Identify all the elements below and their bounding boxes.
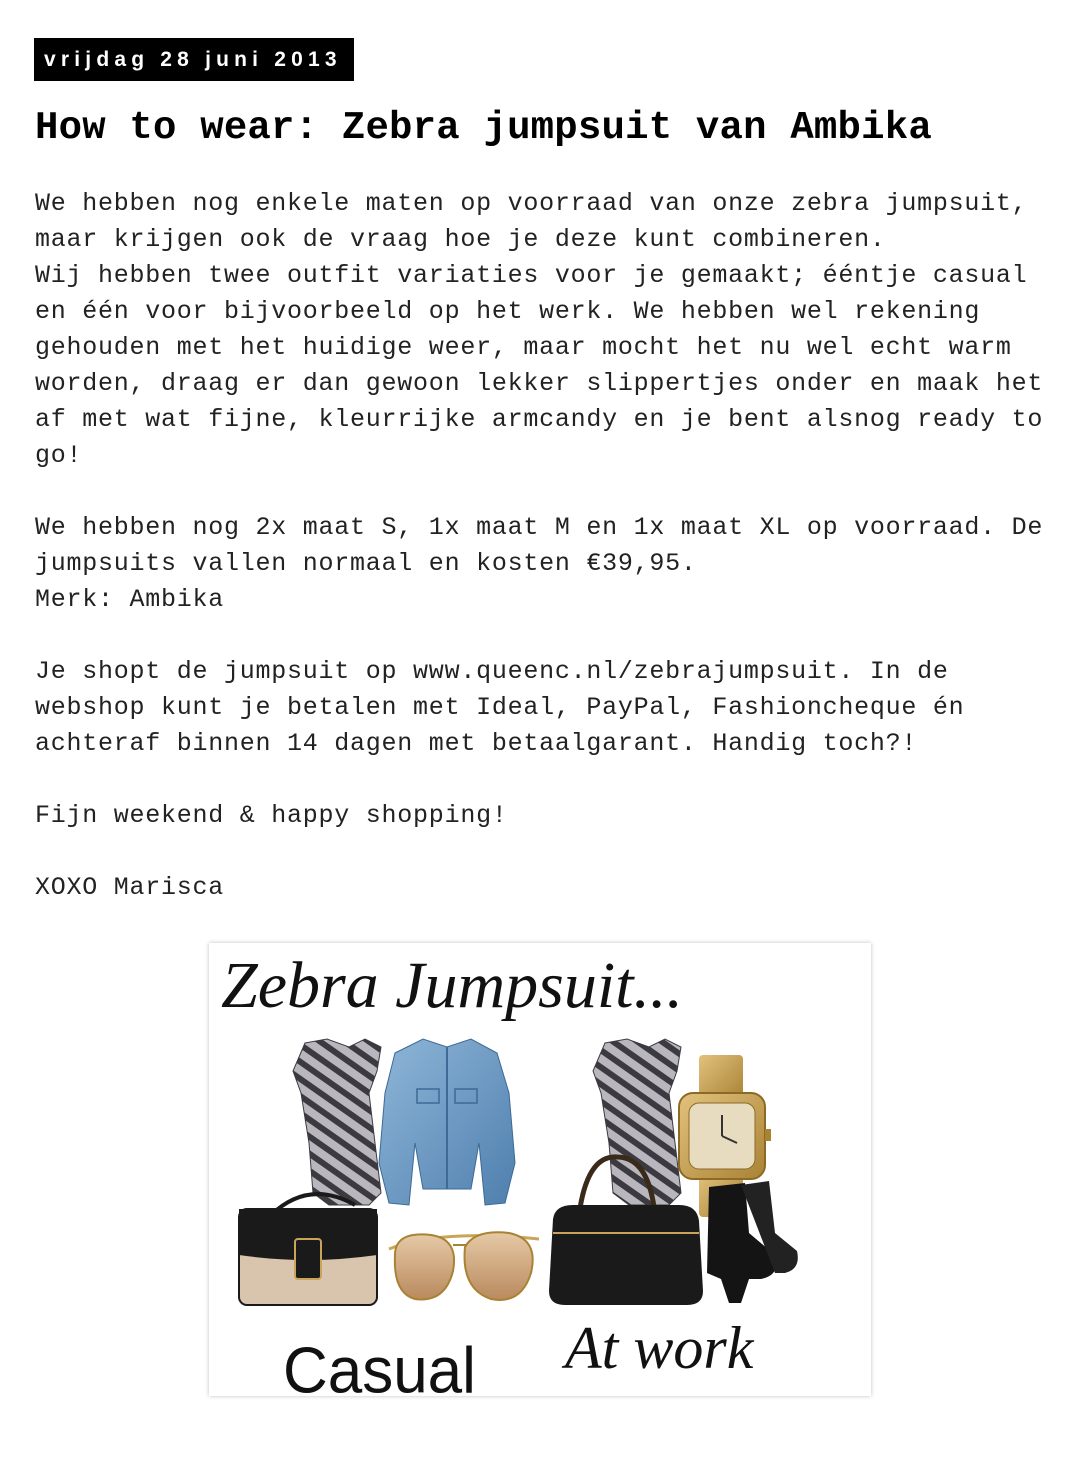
crossbody-bag bbox=[239, 1194, 377, 1305]
text-line: Fijn weekend & happy shopping! bbox=[35, 801, 508, 830]
text-line: maar krijgen ook de vraag hoe je deze kunt combineren. bbox=[35, 225, 886, 254]
text-line: XOXO Marisca bbox=[35, 873, 225, 902]
text-line: We hebben nog 2x maat S, 1x maat M en 1x maat XL op voorraad. De bbox=[35, 513, 1044, 542]
zebra-jumpsuit-right bbox=[593, 1039, 681, 1205]
text-line: af met wat fijne, kleurrijke armcandy en je bent alsnog ready to bbox=[35, 405, 1044, 434]
paragraph-intro bbox=[35, 186, 1045, 474]
casual-outfit bbox=[239, 1039, 539, 1305]
aviator-sunglasses bbox=[389, 1232, 539, 1300]
paragraph-signature bbox=[35, 870, 1045, 906]
post-body bbox=[35, 186, 1045, 942]
text-line: We hebben nog enkele maten op voorraad van onze zebra jumpsuit, bbox=[35, 189, 1028, 218]
text-line: webshop kunt je betalen met Ideal, PayPal, Fashioncheque én bbox=[35, 693, 965, 722]
text-line: jumpsuits vallen normaal en kosten €39,95. bbox=[35, 549, 697, 578]
text-line: worden, draag er dan gewoon lekker slippertjes onder en maak het bbox=[35, 369, 1044, 398]
paragraph-shop bbox=[35, 654, 1045, 762]
post-title[interactable]: How to wear: Zebra jumpsuit van Ambika bbox=[35, 106, 932, 150]
text-line: en één voor bijvoorbeeld op het werk. We hebben wel rekening bbox=[35, 297, 981, 326]
ankle-boots bbox=[707, 1181, 798, 1303]
paragraph-sizes bbox=[35, 510, 1045, 618]
collage-heading: Zebra Jumpsuit... bbox=[221, 949, 683, 1022]
outfit-collage-image[interactable] bbox=[209, 943, 871, 1396]
casual-caption: Casual bbox=[283, 1334, 476, 1396]
text-line: Merk: Ambika bbox=[35, 585, 225, 614]
at-work-caption: At work bbox=[565, 1315, 754, 1381]
zebra-jumpsuit-left bbox=[293, 1039, 381, 1205]
post-date: vrijdag 28 juni 2013 bbox=[34, 38, 354, 81]
text-line: gehouden met het huidige weer, maar mocht het nu wel echt warm bbox=[35, 333, 1012, 362]
work-outfit bbox=[549, 1039, 798, 1305]
paragraph-closing bbox=[35, 798, 1045, 834]
text-line: go! bbox=[35, 441, 83, 470]
text-line: Je shopt de jumpsuit op www.queenc.nl/zebrajumpsuit. In de bbox=[35, 657, 949, 686]
text-line: Wij hebben twee outfit variaties voor je gemaakt; ééntje casual bbox=[35, 261, 1028, 290]
text-line: achteraf binnen 14 dagen met betaalgarant. Handig toch?! bbox=[35, 729, 918, 758]
